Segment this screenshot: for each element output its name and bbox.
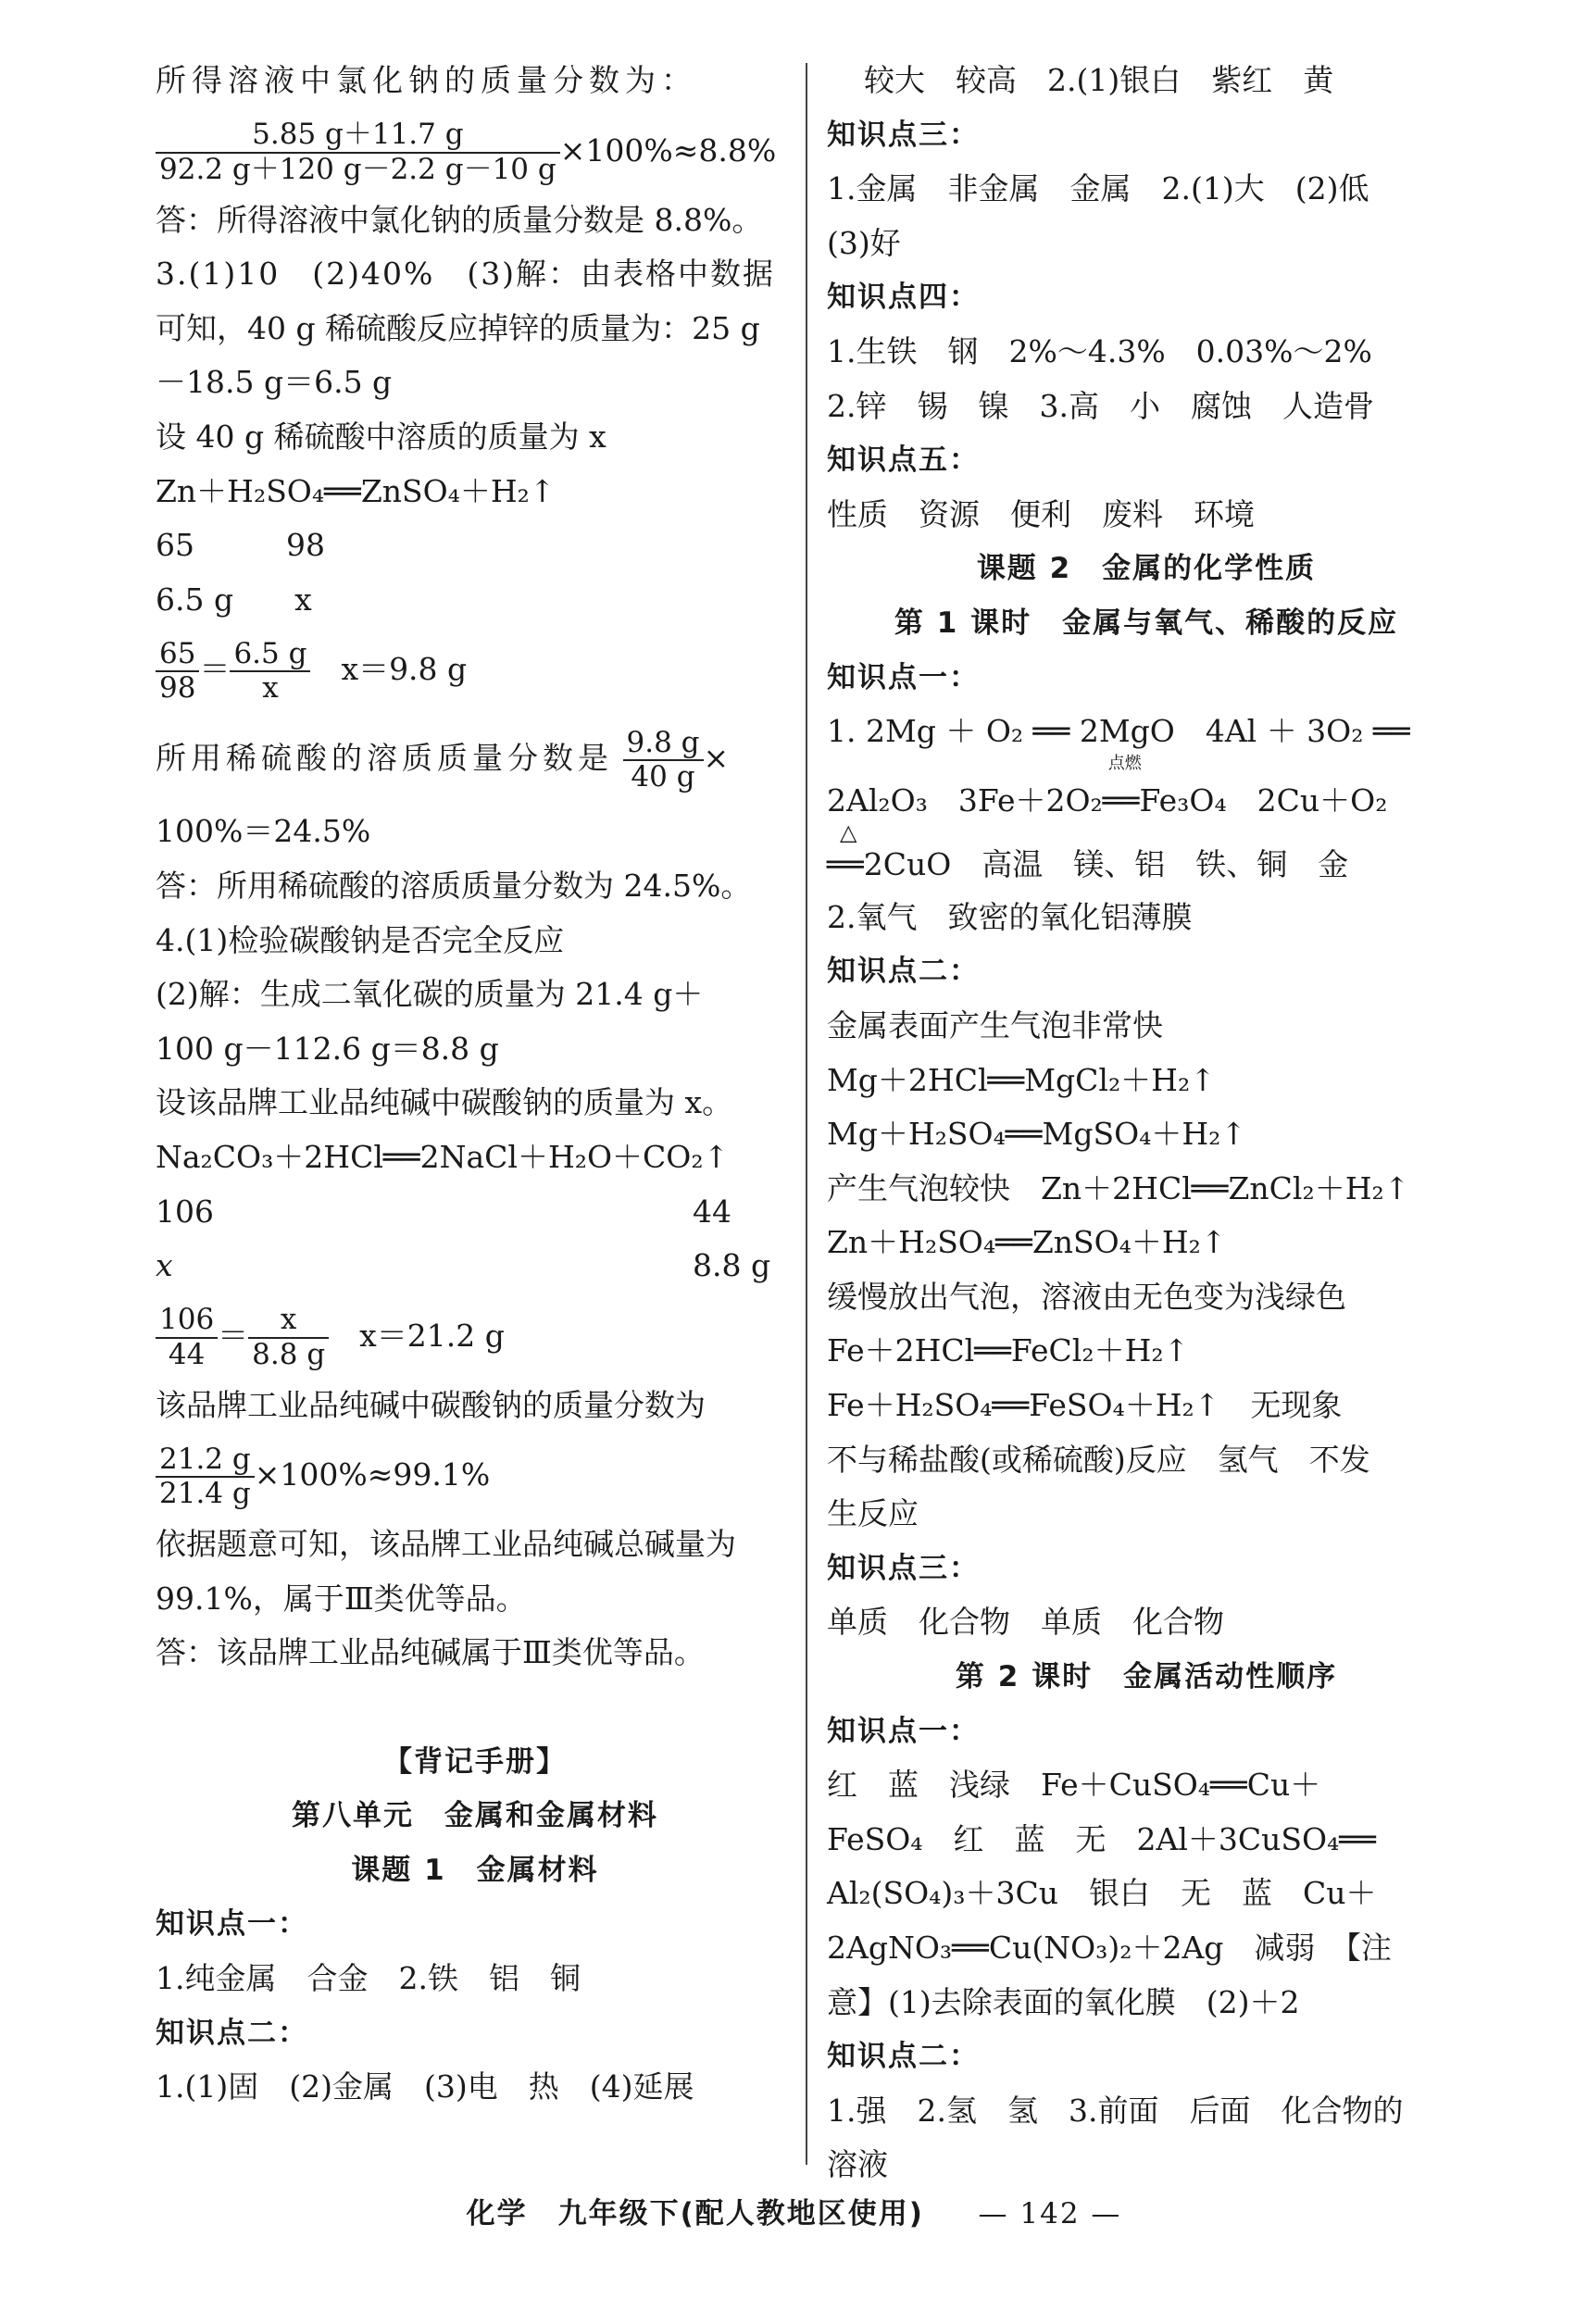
text-line [156,1239,794,1293]
left-column [156,54,794,2115]
equation-line: 1. 2Mg ＋ O₂ ══ 2MgO 4Al ＋ 3O₂ ══ [827,713,1410,750]
text-line: 1.(1)固 (2)金属 (3)电 热 (4)延展 [156,2068,694,2105]
text-line: 红 蓝 浅绿 Fe＋CuSO₄══Cu＋ [827,1767,1321,1804]
condition-label: 点燃 [1107,753,1142,773]
text-line: 1.金属 非金属 金属 2.(1)大 (2)低 [827,170,1369,207]
equation-line [827,818,1466,891]
knowledge-point-heading: 知识点二： [827,2040,980,2074]
text-line: 65 98 [156,527,325,564]
equation-line [827,753,1466,831]
text-line: 答：所用稀硫酸的溶质质量分数为 24.5%。 [156,867,752,904]
fraction-denominator: 40 g [631,760,695,794]
text-line: 该品牌工业品纯碱中碳酸钠的质量分数为 [156,1386,706,1423]
fraction [230,638,310,706]
formula-line [156,1432,794,1518]
fraction-denominator: 8.8 g [252,1337,326,1371]
condition-arrow: 点燃 ══ [1102,753,1142,818]
fraction-numerator: 21.2 g [156,1443,255,1479]
knowledge-point-heading: 知识点一： [827,1714,980,1748]
ratio-right: 44 [693,1193,731,1230]
formula-tail: ×100%≈99.1% [254,1456,491,1493]
equals-sign: ＝ [218,1317,249,1354]
text-line: 缓慢放出气泡，溶液由无色变为浅绿色 [827,1278,1346,1315]
text-line [156,1185,794,1240]
fraction [156,638,199,706]
text-line: 依据题意可知，该品牌工业品纯碱总碱量为 [156,1526,736,1563]
unit-heading: 第八单元 金属和金属材料 [292,1799,658,1833]
equation-part: 2CuO 高温 镁、铝 铁、铜 金 [863,845,1349,882]
fraction-denominator: 98 [159,671,196,706]
fraction-numerator: 106 [156,1304,218,1339]
text-line: －18.5 g＝6.5 g [156,364,393,401]
equation-part: 2Al₂O₃ 3Fe＋2O₂ [827,781,1103,818]
period-heading: 第 2 课时 金属活动性顺序 [955,1660,1338,1694]
page-number: — 142 — [978,2197,1122,2230]
text-line: 6.5 g x [156,581,312,618]
equation-line: 产生气泡较快 Zn＋2HCl══ZnCl₂＋H₂↑ [827,1169,1410,1206]
formula-line [156,1293,794,1379]
period-heading: 第 1 课时 金属与氧气、稀酸的反应 [894,606,1399,640]
knowledge-point-heading: 知识点五： [827,444,980,478]
fraction-denominator: 92.2 g＋120 g－2.2 g－10 g [159,152,556,186]
text-line: 答：该品牌工业品纯碱属于Ⅲ类优等品。 [156,1634,705,1671]
formula-line [156,712,794,805]
text-line: 所得溶液中氯化钠的质量分数为： [156,62,697,98]
condition-arrow: △ ══ [827,818,864,882]
text-line: 意】(1)去除表面的氧化膜 (2)＋2 [827,1983,1300,2020]
text-line: 设该品牌工业品纯碱中碳酸钠的质量为 x。 [156,1084,733,1121]
text-line: 金属表面产生气泡非常快 [827,1006,1163,1043]
text-line: 生反应 [827,1495,919,1532]
equation-line: Na₂CO₃＋2HCl══2NaCl＋H₂O＋CO₂↑ [156,1138,730,1175]
fraction-numerator: 5.85 g＋11.7 g [156,119,560,154]
formula-tail: x＝21.2 g [329,1317,505,1354]
fraction-numerator: x [248,1304,329,1339]
equation-line: Mg＋2HCl══MgCl₂＋H₂↑ [827,1061,1216,1098]
equation-line: Fe＋2HCl══FeCl₂＋H₂↑ [827,1332,1190,1369]
text-line: FeSO₄ 红 蓝 无 2Al＋3CuSO₄══ [827,1820,1377,1857]
text-line: 溶液 [827,2146,888,2183]
fraction [623,727,704,794]
formula-tail: ×100%≈8.8% [559,131,777,169]
fraction [156,1443,255,1511]
fraction [156,119,560,186]
text-line: 不与稀盐酸(或稀硫酸)反应 氢气 不发 [827,1441,1370,1478]
fraction-denominator: x [262,671,279,706]
fraction-denominator: 21.4 g [159,1477,251,1511]
equation-line: Zn＋H₂SO₄══ZnSO₄＋H₂↑ [827,1224,1227,1261]
fraction-numerator: 6.5 g [230,638,310,673]
page-footer [0,2190,1588,2231]
fraction-numerator: 65 [156,638,199,673]
footer-subject: 化学 九年级下(配人教地区使用) [466,2197,924,2230]
text-line: (3)好 [827,224,901,261]
text-line: Al₂(SO₄)₃＋3Cu 银白 无 蓝 Cu＋ [827,1875,1377,1912]
ratio-right: 8.8 g [693,1247,771,1284]
section-heading: 【背记手册】 [383,1744,567,1779]
knowledge-point-heading: 知识点三： [827,118,980,152]
text-line: 单质 化合物 单质 化合物 [827,1604,1224,1641]
lesson-heading: 课题 2 金属的化学性质 [976,552,1317,586]
equation-line: Fe＋H₂SO₄══FeSO₄＋H₂↑ 无现象 [827,1387,1343,1424]
formula-tail: × [703,740,730,777]
knowledge-point-heading: 知识点一： [827,660,980,694]
text-line: 设 40 g 稀硫酸中溶质的质量为 x [156,418,606,455]
fraction [156,1304,218,1371]
knowledge-point-heading: 知识点二： [827,955,980,989]
knowledge-point-heading: 知识点四： [827,281,980,315]
equation-line: Mg＋H₂SO₄══MgSO₄＋H₂↑ [827,1116,1247,1153]
ratio-left: 106 [156,1193,214,1230]
formula-line [156,627,794,712]
formula-line [156,108,794,194]
text-line: 1.强 2.氢 氢 3.前面 后面 化合物的 [827,2092,1404,2129]
knowledge-point-heading: 知识点三： [827,1551,980,1585]
text-line: 4.(1)检验碳酸钠是否完全反应 [156,921,565,958]
text-line: 2AgNO₃══Cu(NO₃)₂＋2Ag 减弱 【注 [827,1930,1392,1966]
text-line: 答：所得溶液中氯化钠的质量分数是 8.8%。 [156,201,763,238]
fraction-numerator: 9.8 g [623,727,704,762]
equals-sign: ＝ [199,651,231,688]
text-line: 性质 资源 便利 废料 环境 [827,495,1255,532]
knowledge-point-heading: 知识点二： [156,2016,308,2050]
fraction-denominator: 44 [168,1337,206,1371]
formula-prefix: 所用稀硫酸的溶质质量分数是 [156,740,613,777]
right-column [827,54,1466,2193]
text-line: 99.1%，属于Ⅲ类优等品。 [156,1580,527,1617]
formula-tail: x＝9.8 g [310,651,468,688]
column-divider [806,63,807,2165]
text-line: 100%＝24.5% [156,813,371,850]
equation-line: Zn＋H₂SO₄══ZnSO₄＋H₂↑ [156,472,556,509]
fraction [248,1304,329,1371]
equation-part: Fe₃O₄ 2Cu＋O₂ [1139,781,1388,818]
knowledge-point-heading: 知识点一： [156,1907,308,1942]
condition-label: △ [840,818,857,845]
text-line: 较大 较高 2.(1)银白 紫红 黄 [864,62,1334,98]
text-line: 1.纯金属 合金 2.铁 铝 铜 [156,1960,581,1997]
text-line: 2.锌 锡 镍 3.高 小 腐蚀 人造骨 [827,387,1374,424]
lesson-heading: 课题 1 金属材料 [351,1853,599,1887]
text-line: 3.(1)10 (2)40% (3)解：由表格中数据 [156,256,776,293]
text-line: 可知，40 g 稀硫酸反应掉锌的质量为：25 g [156,309,760,346]
text-line: 2.氧气 致密的氧化铝薄膜 [827,898,1193,935]
ratio-left: x [156,1247,173,1284]
text-line: 100 g－112.6 g＝8.8 g [156,1030,499,1067]
text-line: 1.生铁 钢 2%～4.3% 0.03%～2% [827,332,1372,369]
text-line: (2)解：生成二氧化碳的质量为 21.4 g＋ [156,976,704,1013]
